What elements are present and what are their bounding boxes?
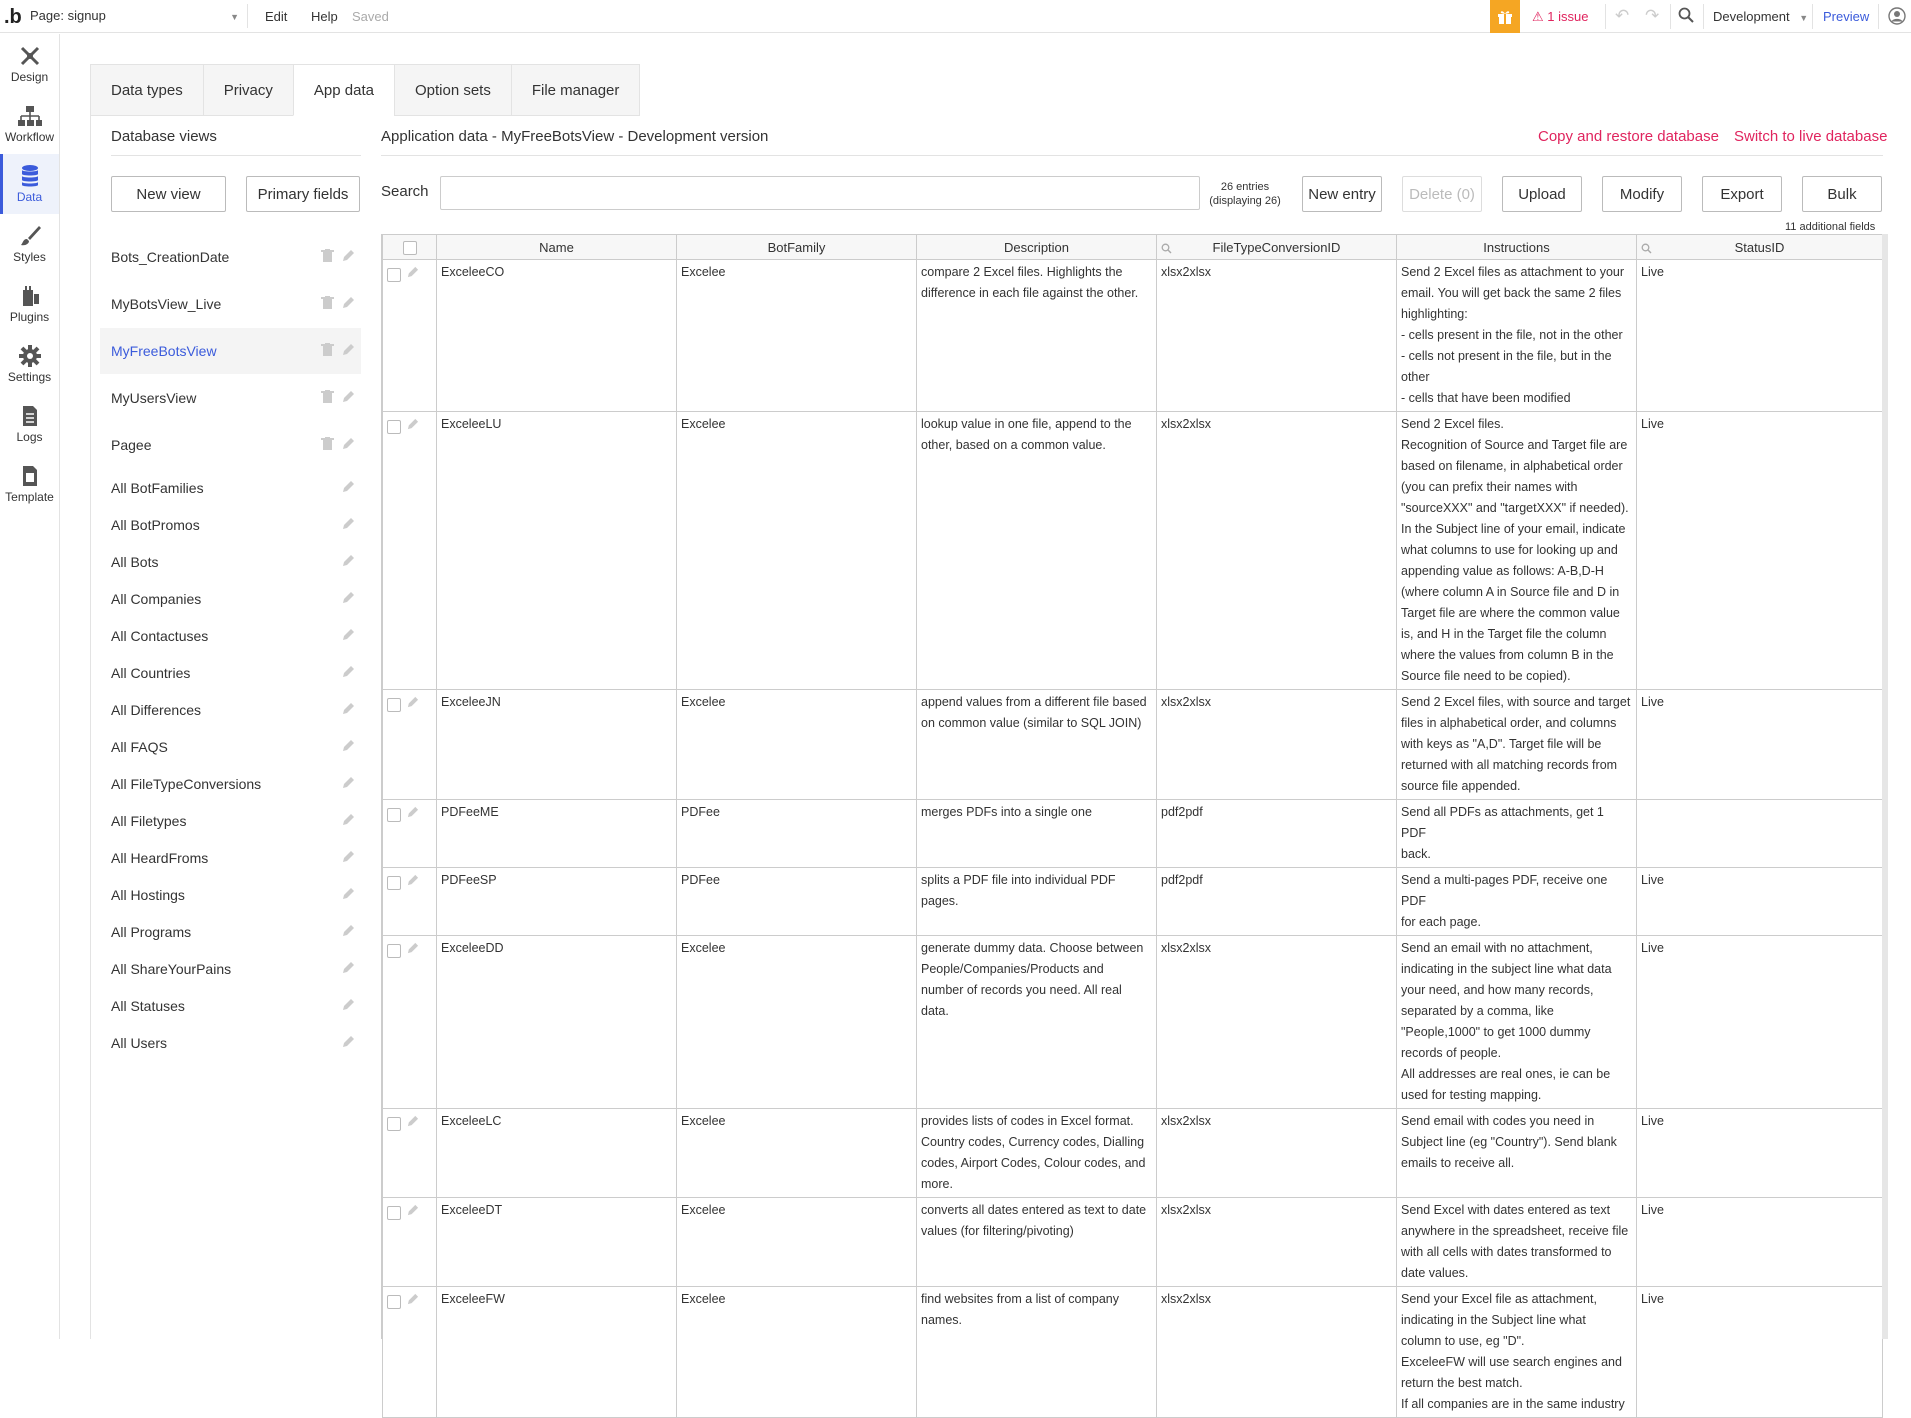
cell-instructions[interactable]: Send a multi-pages PDF, receive one PDF for each page. — [1397, 868, 1637, 936]
cell-name[interactable]: ExceleeFW — [437, 1287, 677, 1418]
pencil-icon[interactable] — [407, 694, 419, 715]
pencil-icon[interactable] — [342, 591, 355, 607]
pencil-icon[interactable] — [342, 776, 355, 792]
cell-botfamily[interactable]: Excelee — [677, 936, 917, 1109]
gear-icon — [18, 344, 42, 368]
additional-fields-label: 11 additional fields — [1785, 221, 1876, 233]
redo-icon[interactable]: ↷ — [1645, 6, 1660, 25]
select-all-checkbox[interactable] — [403, 241, 417, 255]
row-checkbox[interactable] — [387, 420, 401, 434]
view-item-all-filetypeconversions[interactable]: All FileTypeConversions — [100, 765, 361, 802]
page-selector-label: Page: signup — [30, 8, 106, 23]
cell-instructions[interactable]: Send your Excel file as attachment, indicating in the Subject line what column to use, eg "D". ExceleeFW will use search engines and return the best match. If all companies are in the same industry — [1397, 1287, 1637, 1418]
view-item-all-countries[interactable]: All Countries — [100, 654, 361, 691]
cell-name[interactable]: ExceleeDT — [437, 1198, 677, 1287]
cell-name[interactable]: ExceleeLC — [437, 1109, 677, 1198]
row-checkbox[interactable] — [387, 944, 401, 958]
trash-icon[interactable] — [321, 296, 334, 313]
view-item-all-bots[interactable]: All Bots — [100, 543, 361, 580]
table-row[interactable] — [383, 1109, 1883, 1198]
table-row[interactable] — [383, 800, 1883, 868]
table-row[interactable] — [383, 1287, 1883, 1418]
workflow-icon — [17, 104, 43, 128]
row-controls — [383, 260, 437, 412]
nav-data[interactable]: Data — [0, 154, 59, 214]
pencil-icon[interactable] — [342, 390, 355, 407]
table-row[interactable] — [383, 690, 1883, 800]
pencil-icon[interactable] — [407, 872, 419, 893]
brush-icon — [19, 224, 41, 248]
cell-instructions[interactable]: Send an email with no attachment, indicating in the subject line what data your need, and how many records, separated by a comma, like "People,1000" to get 1000 dummy records of people. All addresses are real ones, ie can be used for testing mapping. — [1397, 936, 1637, 1109]
cell-instructions[interactable]: Send 2 Excel files. Recognition of Source and Target file are based on filename, in alphabetical order (you can prefix their names with "sourceXXX" and "targetXXX" if needed). In the Subject line of your email, indicate what columns to use for looking up and appending value as follows: A-B,D-H (where column A in Source file and D in Target file are where the common value is, and H in the Target file the column where the values from column B in the Source file need to be copied). — [1397, 412, 1637, 690]
modify-button[interactable]: Modify — [1602, 176, 1682, 212]
view-item-all-hostings[interactable]: All Hostings — [100, 876, 361, 913]
cell-name[interactable]: ExceleeLU — [437, 412, 677, 690]
cell-botfamily[interactable]: Excelee — [677, 690, 917, 800]
warning-icon: ⚠ — [1532, 9, 1544, 24]
pencil-icon[interactable] — [407, 416, 419, 437]
row-controls — [383, 936, 437, 1109]
cell-filetypeconversionid[interactable]: pdf2pdf — [1157, 868, 1397, 936]
column-header-filetypeconversionid[interactable]: FileTypeConversionID — [1157, 235, 1397, 260]
plugin-icon — [19, 284, 41, 308]
search-label: Search — [381, 183, 429, 200]
cell-description[interactable]: generate dummy data. Choose between People/Companies/Products and number of records you need. All real data. — [917, 936, 1157, 1109]
view-item-all-heardfroms[interactable]: All HeardFroms — [100, 839, 361, 876]
chevron-down-icon: ▼ — [1799, 13, 1809, 23]
nav-workflow[interactable]: Workflow — [0, 94, 59, 154]
tab-option-sets[interactable]: Option sets — [394, 64, 511, 116]
view-item-all-botpromos[interactable]: All BotPromos — [100, 506, 361, 543]
preview-link[interactable]: Preview — [1823, 9, 1870, 24]
switch-live-link[interactable]: Switch to live database — [1734, 128, 1888, 145]
cell-description[interactable]: append values from a different file based on common value (similar to SQL JOIN) — [917, 690, 1157, 800]
cell-instructions[interactable]: Send email with codes you need in Subject line (eg "Country"). Send blank emails to receive all. — [1397, 1109, 1637, 1198]
saved-status: Saved — [352, 9, 389, 24]
copy-restore-link[interactable]: Copy and restore database — [1538, 128, 1719, 145]
pencil-icon[interactable] — [407, 264, 419, 285]
data-tabs — [90, 64, 640, 116]
cell-description[interactable]: compare 2 Excel files. Highlights the difference in each file against the other. — [917, 260, 1157, 412]
cell-botfamily[interactable]: Excelee — [677, 1198, 917, 1287]
bubble-logo[interactable]: .b — [4, 6, 22, 28]
view-item-mybotsview-live[interactable]: MyBotsView_Live — [100, 281, 361, 327]
cell-instructions[interactable]: Send Excel with dates entered as text anywhere in the spreadsheet, receive file with all cells with dates transformed to date values. — [1397, 1198, 1637, 1287]
export-button[interactable]: Export — [1702, 176, 1782, 212]
new-view-button[interactable]: New view — [111, 176, 226, 212]
cell-instructions[interactable]: Send all PDFs as attachments, get 1 PDF back. — [1397, 800, 1637, 868]
table-header-row — [383, 235, 1883, 260]
pencil-icon[interactable] — [342, 961, 355, 977]
cell-statusid[interactable]: Live — [1637, 1109, 1883, 1198]
row-controls — [383, 868, 437, 936]
gift-icon[interactable] — [1490, 0, 1520, 33]
vertical-scrollbar[interactable] — [1882, 234, 1888, 1339]
pencil-icon[interactable] — [342, 850, 355, 866]
cell-botfamily[interactable]: Excelee — [677, 412, 917, 690]
row-checkbox[interactable] — [387, 808, 401, 822]
table-row[interactable] — [383, 412, 1883, 690]
nav-plugins[interactable]: Plugins — [0, 274, 59, 334]
undo-icon[interactable]: ↶ — [1615, 6, 1630, 25]
cell-description[interactable]: splits a PDF file into individual PDF pages. — [917, 868, 1157, 936]
page-title: Application data - MyFreeBotsView - Development version — [381, 128, 769, 145]
cell-filetypeconversionid[interactable]: xlsx2xlsx — [1157, 1109, 1397, 1198]
view-item-all-programs[interactable]: All Programs — [100, 913, 361, 950]
pencil-icon[interactable] — [342, 739, 355, 755]
pencil-icon[interactable] — [342, 887, 355, 903]
pencil-icon[interactable] — [342, 296, 355, 313]
user-avatar-icon[interactable] — [1888, 7, 1906, 28]
cell-statusid[interactable]: Live — [1637, 936, 1883, 1109]
cell-botfamily[interactable]: Excelee — [677, 1287, 917, 1418]
tab-data-types[interactable]: Data types — [90, 64, 203, 116]
panel-border — [90, 115, 91, 1339]
chevron-down-icon: ▼ — [230, 12, 239, 22]
divider — [381, 155, 1883, 156]
search-icon[interactable] — [1677, 6, 1695, 27]
cell-name[interactable]: ExceleeCO — [437, 260, 677, 412]
view-item-all-faqs[interactable]: All FAQS — [100, 728, 361, 765]
template-icon — [20, 464, 40, 488]
nav-logs[interactable]: Logs — [0, 394, 59, 454]
row-checkbox[interactable] — [387, 876, 401, 890]
cell-filetypeconversionid[interactable]: xlsx2xlsx — [1157, 260, 1397, 412]
divider — [111, 155, 361, 156]
trash-icon[interactable] — [321, 249, 334, 266]
delete-button[interactable]: Delete (0) — [1402, 176, 1482, 212]
pencil-icon[interactable] — [342, 628, 355, 644]
view-item-myfreebotsview[interactable]: MyFreeBotsView — [100, 328, 361, 374]
cell-statusid[interactable]: Live — [1637, 868, 1883, 936]
cell-filetypeconversionid[interactable]: xlsx2xlsx — [1157, 1287, 1397, 1418]
pencil-icon[interactable] — [342, 554, 355, 570]
cell-description[interactable]: converts all dates entered as text to date values (for filtering/pivoting) — [917, 1198, 1157, 1287]
cell-name[interactable]: ExceleeJN — [437, 690, 677, 800]
view-item-myusersview[interactable]: MyUsersView — [100, 375, 361, 421]
pencil-icon[interactable] — [342, 998, 355, 1014]
row-checkbox[interactable] — [387, 1206, 401, 1220]
table-row[interactable] — [383, 868, 1883, 936]
row-controls — [383, 1287, 437, 1418]
issues-indicator[interactable]: ⚠ 1 issue — [1532, 9, 1589, 24]
trash-icon[interactable] — [321, 390, 334, 407]
row-controls — [383, 800, 437, 868]
row-checkbox[interactable] — [387, 1295, 401, 1309]
nav-styles[interactable]: Styles — [0, 214, 59, 274]
pencil-icon[interactable] — [407, 1113, 419, 1134]
trash-icon[interactable] — [321, 437, 334, 454]
table-row[interactable] — [383, 936, 1883, 1109]
search-input[interactable] — [440, 176, 1200, 210]
cell-statusid[interactable]: Live — [1637, 690, 1883, 800]
pencil-icon[interactable] — [342, 924, 355, 940]
pencil-icon[interactable] — [342, 437, 355, 454]
new-entry-button[interactable]: New entry — [1302, 176, 1382, 212]
table-row[interactable] — [383, 1198, 1883, 1287]
document-icon — [20, 404, 40, 428]
row-checkbox[interactable] — [387, 1117, 401, 1131]
row-controls — [383, 1198, 437, 1287]
cell-filetypeconversionid[interactable]: xlsx2xlsx — [1157, 690, 1397, 800]
data-table — [381, 234, 1881, 1411]
view-item-all-users[interactable]: All Users — [100, 1024, 361, 1061]
pencil-icon[interactable] — [407, 804, 419, 825]
pencil-icon[interactable] — [407, 1202, 419, 1223]
pencil-icon[interactable] — [407, 1291, 419, 1312]
cell-description[interactable]: provides lists of codes in Excel format. Country codes, Currency codes, Dialling codes, Airport Codes, Colour codes, and more. — [917, 1109, 1157, 1198]
cell-filetypeconversionid[interactable]: xlsx2xlsx — [1157, 936, 1397, 1109]
row-controls — [383, 690, 437, 800]
primary-fields-button[interactable]: Primary fields — [246, 176, 360, 212]
nav-settings[interactable]: Settings — [0, 334, 59, 394]
row-checkbox[interactable] — [387, 698, 401, 712]
tab-file-manager[interactable]: File manager — [511, 64, 641, 116]
pencil-icon[interactable] — [342, 517, 355, 533]
cell-statusid[interactable]: Live — [1637, 412, 1883, 690]
cell-statusid[interactable]: Live — [1637, 1198, 1883, 1287]
pencil-icon[interactable] — [342, 702, 355, 718]
row-checkbox[interactable] — [387, 268, 401, 282]
view-item-pagee[interactable]: Pagee — [100, 422, 361, 468]
search-icon — [1161, 242, 1172, 257]
pencil-icon[interactable] — [342, 343, 355, 360]
view-item-all-shareyourpains[interactable]: All ShareYourPains — [100, 950, 361, 987]
row-controls — [383, 412, 437, 690]
select-all-cell — [383, 235, 437, 260]
nav-design[interactable]: Design — [0, 34, 59, 94]
cell-instructions[interactable]: Send 2 Excel files, with source and target files in alphabetical order, and columns with keys as "A,D". Target file will be returned with all matching records from source file appended. — [1397, 690, 1637, 800]
pencil-icon[interactable] — [342, 480, 355, 496]
pencil-icon[interactable] — [407, 940, 419, 961]
nav-template[interactable]: Template — [0, 454, 59, 514]
column-header-botfamily[interactable]: BotFamily — [677, 235, 917, 260]
left-navigation — [0, 34, 60, 1339]
entries-count: 26 entries (displaying 26) — [1209, 181, 1281, 207]
column-header-statusid[interactable]: StatusID — [1637, 235, 1883, 260]
cell-statusid[interactable]: Live — [1637, 1287, 1883, 1418]
table-row[interactable] — [383, 260, 1883, 412]
view-item-all-statuses[interactable]: All Statuses — [100, 987, 361, 1024]
cell-statusid[interactable]: Live — [1637, 260, 1883, 412]
cell-botfamily[interactable]: PDFee — [677, 868, 917, 936]
cell-description[interactable]: find websites from a list of company names. — [917, 1287, 1157, 1418]
pencil-icon[interactable] — [342, 813, 355, 829]
cell-statusid[interactable] — [1637, 800, 1883, 868]
view-item-all-filetypes[interactable]: All Filetypes — [100, 802, 361, 839]
cell-filetypeconversionid[interactable]: xlsx2xlsx — [1157, 1198, 1397, 1287]
table-body — [383, 260, 1883, 1418]
cell-name[interactable]: PDFeeSP — [437, 868, 677, 936]
cell-botfamily[interactable]: Excelee — [677, 1109, 917, 1198]
design-icon — [18, 44, 42, 68]
cell-botfamily[interactable]: Excelee — [677, 260, 917, 412]
view-item-all-contactuses[interactable]: All Contactuses — [100, 617, 361, 654]
pencil-icon[interactable] — [342, 249, 355, 266]
column-header-name[interactable]: Name — [437, 235, 677, 260]
cell-name[interactable]: ExceleeDD — [437, 936, 677, 1109]
cell-filetypeconversionid[interactable]: xlsx2xlsx — [1157, 412, 1397, 690]
cell-description[interactable]: merges PDFs into a single one — [917, 800, 1157, 868]
pencil-icon[interactable] — [342, 665, 355, 681]
menu-edit[interactable]: Edit — [265, 9, 288, 24]
bulk-button[interactable]: Bulk — [1802, 176, 1882, 212]
column-header-description[interactable]: Description — [917, 235, 1157, 260]
database-icon — [20, 164, 40, 188]
view-item-all-companies[interactable]: All Companies — [100, 580, 361, 617]
view-item-all-botfamilies[interactable]: All BotFamilies — [100, 469, 361, 506]
cell-instructions[interactable]: Send 2 Excel files as attachment to your email. You will get back the same 2 files highlighting: - cells present in the file, not in the other - cells not present in the file, but in the other - cells that have been modified — [1397, 260, 1637, 412]
pencil-icon[interactable] — [342, 1035, 355, 1051]
row-controls — [383, 1109, 437, 1198]
database-views-title: Database views — [111, 128, 217, 145]
view-item-bots-creationdate[interactable]: Bots_CreationDate — [100, 234, 361, 280]
view-item-all-differences[interactable]: All Differences — [100, 691, 361, 728]
cell-botfamily[interactable]: PDFee — [677, 800, 917, 868]
trash-icon[interactable] — [321, 343, 334, 360]
page-selector[interactable] — [26, 4, 248, 28]
search-icon — [1641, 242, 1652, 257]
environment-selector[interactable]: Development ▼ — [1713, 9, 1809, 24]
cell-description[interactable]: lookup value in one file, append to the other, based on a common value. — [917, 412, 1157, 690]
top-bar — [0, 0, 1911, 33]
column-header-instructions[interactable]: Instructions — [1397, 235, 1637, 260]
upload-button[interactable]: Upload — [1502, 176, 1582, 212]
tab-app-data[interactable]: App data — [293, 64, 394, 116]
menu-help[interactable]: Help — [311, 9, 338, 24]
cell-name[interactable]: PDFeeME — [437, 800, 677, 868]
cell-filetypeconversionid[interactable]: pdf2pdf — [1157, 800, 1397, 868]
tab-privacy[interactable]: Privacy — [203, 64, 293, 116]
